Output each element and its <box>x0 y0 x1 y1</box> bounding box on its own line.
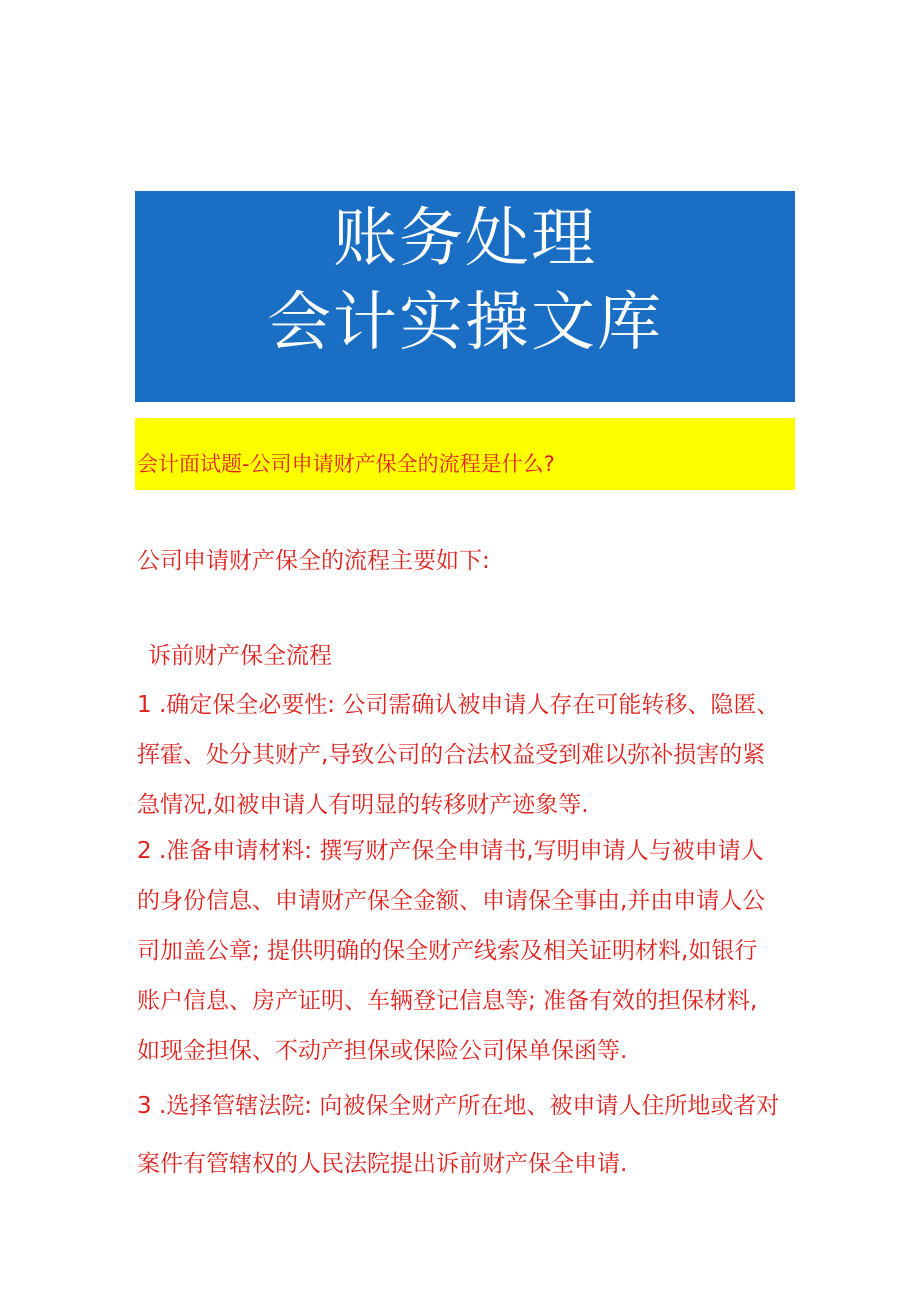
list-item-line: 的身份信息、申请财产保全金额、申请保全事由,并由申请人公 <box>137 888 766 914</box>
title-banner <box>135 191 795 402</box>
list-item <box>137 1077 797 1193</box>
section-subheading: 诉前财产保全流程 <box>148 643 332 669</box>
banner-title-line1: 账务处理 <box>333 202 597 276</box>
intro-text: 公司申请财产保全的流程主要如下: <box>137 548 490 574</box>
list-item-line: 急情况,如被申请人有明显的转移财产迹象等. <box>137 792 589 818</box>
list-item <box>137 826 797 1076</box>
list-item-line: 账户信息、房产证明、车辆登记信息等; 准备有效的担保材料, <box>137 988 758 1014</box>
list-item-line: 司加盖公章; 提供明确的保全财产线索及相关证明材料,如银行 <box>137 938 758 964</box>
banner-title-line2: 会计实操文库 <box>267 286 663 360</box>
question-bar <box>135 418 795 490</box>
list-item-line: 案件有管辖权的人民法院提出诉前财产保全申请. <box>137 1151 628 1177</box>
question-text: 会计面试题-公司申请财产保全的流程是什么? <box>137 452 555 476</box>
list-item-line: 1 .确定保全必要性: 公司需确认被申请人存在可能转移、隐匿、 <box>137 692 780 718</box>
list-item <box>137 680 797 830</box>
list-item-line: 如现金担保、不动产担保或保险公司保单保函等. <box>137 1038 628 1064</box>
list-item-line: 挥霍、处分其财产,导致公司的合法权益受到难以弥补损害的紧 <box>137 742 766 768</box>
list-item-line: 3 .选择管辖法院: 向被保全财产所在地、被申请人住所地或者对 <box>137 1093 780 1119</box>
list-item-line: 2 .准备申请材料: 撰写财产保全申请书,写明申请人与被申请人 <box>137 838 764 864</box>
